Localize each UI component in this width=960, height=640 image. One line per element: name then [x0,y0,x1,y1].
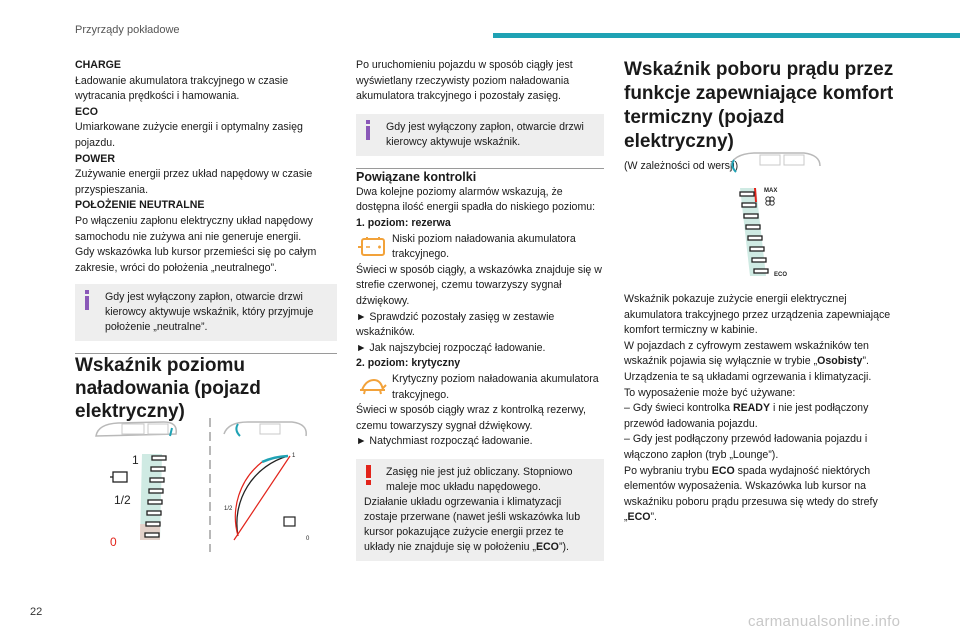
gauge-label-one: 1 [132,453,139,467]
thermal-gauge-figure [720,150,830,285]
neutral-heading: POŁOŻENIE NEUTRALNE [75,199,205,212]
thermal-comfort-heading: Wskaźnik poboru prądu przez funkcje zapewniające komfort termiczny (pojazd elektryczny) [624,59,894,152]
version-subtitle: (W zależności od wersji) [624,160,739,172]
thermal-p4: – Gdy świeci kontrolka READY i nie jest podłączony przewód ładowania pojazdu. [624,402,869,430]
dial-battery-icon [284,517,295,526]
warning-note [356,459,604,561]
intro-text: Po uruchomieniu pojazdu w sposób ciągły jest wyświetlany rzeczywisty poziom naładowania akumulatora trakcyjnego i pozostały zasięg. [356,59,573,103]
battery-reserve-icon [356,232,388,260]
charge-level-gauges-figure [88,414,328,554]
level2-title: 2. poziom: krytyczny [356,357,461,370]
thermal-p6: Po wybraniu trybu ECO spada wydajność niektórych elementów wyposażenia. Wskazówka lub kursor na wskaźniku poboru prądu przesuwa się wtedy do strefy „ECO”. [624,464,878,524]
fan-icon [766,197,774,205]
neutral-text-1: Po włączeniu zapłonu elektryczny układ napędowy samochodu nie zużywa ani nie generuje energii. [75,214,313,243]
level2-text: Świeci w sposób ciągły wraz z kontrolką rezerwy, czemu towarzyszy sygnał dźwiękowy. [356,404,586,432]
dial-label-one: 1 [292,453,296,459]
power-heading: POWER [75,152,116,165]
level1-title: 1. poziom: rezerwa [356,216,451,229]
gauge-label-half: 1/2 [114,493,131,507]
thermal-p2: W pojazdach z cyfrowym zestawem wskaźników ten wskaźnik pojawia się wyłącznie w trybie „Osobisty”. Urządzenia te są układami ogrzewania i klimatyzacji. [624,339,872,383]
info-icon [366,120,370,140]
cluster-outline-thermal [730,153,820,172]
info-note-neutral [75,284,337,341]
running-header: Przyrządy pokładowe [75,24,180,36]
neutral-text-2: Gdy wskazówka lub kursor przemieści się po całym zakresie, wróci do położenia „neutralnego”. [75,246,317,274]
warning-text-2: Działanie układu ogrzewania i klimatyzacji zostaje przerwane (nawet jeśli wskazówka lub kursor pokazujące zużycie energii przez te układy nie znajduje się w położeniu „ECO”). [364,495,581,553]
charge-heading: CHARGE [75,59,121,71]
page-number: 22 [30,606,43,618]
warning-text-1: Zasięg nie jest już obliczany. Stopniowo maleje moc układu napędowego. [386,465,573,493]
watermark: carmanualsonline.info [748,613,901,630]
level1-bullet-1: ► Sprawdzić pozostały zasięg w zestawie wskaźników. [356,310,555,339]
info-note-text: Gdy jest wyłączony zapłon, otwarcie drzwi kierowcy aktywuje wskaźnik. [386,120,584,148]
battery-plug-icon [110,472,127,482]
level2-lamp-text: Krytyczny poziom naładowania akumulatora trakcyjnego. [392,372,599,401]
info-note-activation [356,114,604,156]
related-lamps-lead: Dwa kolejne poziomy alarmów wskazują, że dostępna ilość energii spadła do niskiego poziomu: [356,185,596,214]
dial-label-half: 1/2 [224,506,233,512]
charge-text: Ładowanie akumulatora trakcyjnego w czasie wytracania prędkości i hamowania. [75,74,289,103]
header-accent-bar [493,33,960,38]
column-2 [356,58,604,569]
critical-lamp-row [356,372,604,403]
info-note-text: Gdy jest wyłączony zapłon, otwarcie drzwi kierowcy aktywuje wskaźnik, który przyjmuje położenie „neutralne”. [105,291,314,334]
dial-label-zero: 0 [306,536,310,542]
warning-icon [366,465,371,485]
level2-bullet-1: ► Natychmiast rozpocząć ładowanie. [356,435,533,448]
reserve-lamp-row [356,232,604,263]
thermal-label-max: MAX [764,188,778,194]
thermal-bar-gauge [740,188,768,276]
bar-gauge [140,454,166,540]
column-1 [75,58,337,423]
thermal-label-eco: ECO [774,272,788,278]
turtle-icon [356,372,388,400]
cluster-outline-right [224,422,306,436]
thermal-p3: To wyposażenie może być używane: [624,386,796,399]
level1-lamp-text: Niski poziom naładowania akumulatora trakcyjnego. [392,232,576,261]
column-3-body [624,292,894,526]
related-lamps-heading: Powiązane kontrolki [356,169,477,184]
level1-bullet-2: ► Jak najszybciej rozpocząć ładowanie. [356,341,546,354]
charge-level-heading: Wskaźnik poziomu naładowania (pojazd elektryczny) [75,355,261,423]
info-icon [85,290,89,310]
eco-heading: ECO [75,105,98,118]
thermal-p5: – Gdy jest podłączony przewód ładowania pojazdu i włączono zapłon (tryb „Lounge”). [624,433,868,461]
gauge-label-zero: 0 [110,535,117,549]
power-text: Zużywanie energii przez układ napędowy w czasie przyspieszania. [75,168,313,196]
cluster-outline-left [96,422,176,436]
eco-text: Umiarkowane zużycie energii i optymalny zasięg pojazdu. [75,121,303,149]
thermal-p1: Wskaźnik pokazuje zużycie energii elektrycznej akumulatora trakcyjnego przez urządzenia zapewniające komfort termiczny w kabinie. [624,293,891,337]
level1-text: Świeci w sposób ciągły, a wskazówka znajduje się w strefie czerwonej, czemu towarzyszy sygnał dźwiękowy. [356,263,602,307]
dial-gauge [234,456,295,540]
